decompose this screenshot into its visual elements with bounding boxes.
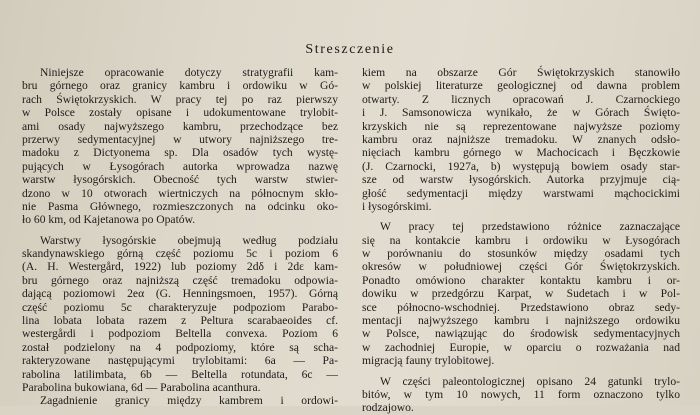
text-line: lina lobata lobata razem z Peltura scarabaeoides cf. <box>22 314 338 328</box>
text-line: kambru oraz najniższe tremadoku. W znanych odsło- <box>362 132 680 146</box>
text-line: nie Pasma Głównego, rozmieszczonych na odcinku oko- <box>22 199 338 213</box>
text-line: Niniejsze opracowanie dotyczy stratygrafii kam- <box>40 66 338 79</box>
text-line: ło 60 km, od Kajetanowa po Opatów. <box>22 213 196 227</box>
text-line: dowiku w przedgórzu Karpat, w Sudetach i w Pol- <box>362 287 680 301</box>
text-line: bru górnego oraz najniższą część tremadoku odpowia- <box>22 273 338 287</box>
text-line: część poziomu 5c charakteryzuje podpoziom Parabo- <box>22 300 338 314</box>
text-line: okresów w południowej części Gór Świętokrzyskich. <box>362 260 680 274</box>
text-line: rach Świętokrzyskich. W pracy tej po raz pierwszy <box>22 92 338 106</box>
text-line: W pracy tej przedstawiono różnice zaznaczające <box>380 220 680 234</box>
text-line: westergårdi i podpoziom Beltella convexa. Poziom 6 <box>22 327 338 341</box>
text-line: Parabolinа bukowiana, 6d — Parabolina acanthura. <box>22 380 261 394</box>
text-line: i J. Samsonowicza wynikało, że w Górach Święto- <box>362 106 680 120</box>
text-line: warstw łysogórskich. Obecność tych warstw stwier- <box>22 173 338 187</box>
text-line: rodzajowo. <box>362 401 414 415</box>
text-line: krzyskich nie są reprezentowane najwyższe poziomy <box>362 119 680 133</box>
text-line: sze od warstw łysogórskich. Autorka przyjmuje cią- <box>362 173 680 187</box>
text-line: bru górnego oraz granicy kambru i ordowiku w Gó- <box>22 79 338 93</box>
text-line: migracją fauny trylobitowej. <box>362 354 495 368</box>
text-line: w Polsce zostały opisane i udokumentowane trylobit- <box>22 106 338 120</box>
text-line: w zachodniej Europie, w oparciu o rozważania nad <box>362 340 680 354</box>
text-line: dzono w 10 otworach wiertniczych na północnym skło- <box>22 186 338 200</box>
text-line: w porównaniu do stosunków między osadami tych <box>362 247 680 261</box>
text-line: kiem na obszarze Gór Świętokrzyskich stanowiło <box>362 66 680 79</box>
text-line: przerwy sedymentacyjnej w utwory najniższego tre- <box>22 132 338 146</box>
text-line: został podzielony na 4 podpoziomy, które są scha- <box>22 340 338 354</box>
text-line: bitów, w tym 10 nowych, 11 form oznaczono tylko <box>362 387 680 401</box>
text-line: rakteryzowane następującymi trylobitami: 6a — Pa- <box>22 354 338 368</box>
text-line: skandynawskiego górną część poziomu 5c i poziom 6 <box>22 247 338 261</box>
text-line: w Polsce, nawiązując do środowisk sedymentacyjnych <box>362 327 680 341</box>
right-column <box>362 66 680 415</box>
text-line: Ponadto omówiono charakter kontaktu kambru i or- <box>362 273 680 287</box>
text-line: rabolina latilimbata, 6b — Beltella rotundata, 6c — <box>22 367 338 381</box>
text-line: mentacji najwyższego kambru i najniższego ordowiku <box>362 314 680 328</box>
text-line: W części paleontologicznej opisano 24 gatunki trylo- <box>380 374 680 388</box>
left-column <box>22 66 338 408</box>
text-line: i łysogórskimi. <box>362 199 432 213</box>
text-line: nięciach kambru górnego w Machocicach i Bęczkowie <box>362 146 680 160</box>
text-line: głość sedymentacji między warstwami mąchocickimi <box>362 186 680 200</box>
paragraph-gap <box>362 213 680 220</box>
text-line: sce północno-wschodniej. Przedstawiono obraz sedy- <box>362 300 680 314</box>
text-line: dającą poziomowi 2eα (G. Henningsmoen, 1957). Górną <box>22 287 338 301</box>
text-line: pujących w Łysogórach autorka wprowadza nazwę <box>22 159 338 173</box>
text-line: Warstwy łysogórskie obejmują według podziału <box>40 233 338 247</box>
text-line: otwarty. Z licznych opracowań J. Czarnockiego <box>362 92 680 106</box>
text-line: w polskiej literaturze geologicznej od dawna problem <box>362 79 680 93</box>
text-line: (A. H. Westergård, 1922) lub poziomy 2dδ i 2dε kam- <box>22 260 338 274</box>
paragraph-gap <box>362 368 680 375</box>
text-line: się na kontakcie kambru i ordowiku w Łysogórach <box>362 233 680 247</box>
text-line: (J. Czarnocki, 1927a, b) występują bowiem osady star- <box>362 159 680 173</box>
text-line: ami osady najwyższego kambru, przechodzące bez <box>22 119 338 133</box>
section-title: Streszczenie <box>305 42 395 57</box>
text-line: madoku z Dictyonema sp. Dla osadów tych wystę- <box>22 146 338 160</box>
paragraph-gap <box>22 227 338 234</box>
text-line: Zagadnienie granicy między kambrem i ordowi- <box>40 394 338 408</box>
